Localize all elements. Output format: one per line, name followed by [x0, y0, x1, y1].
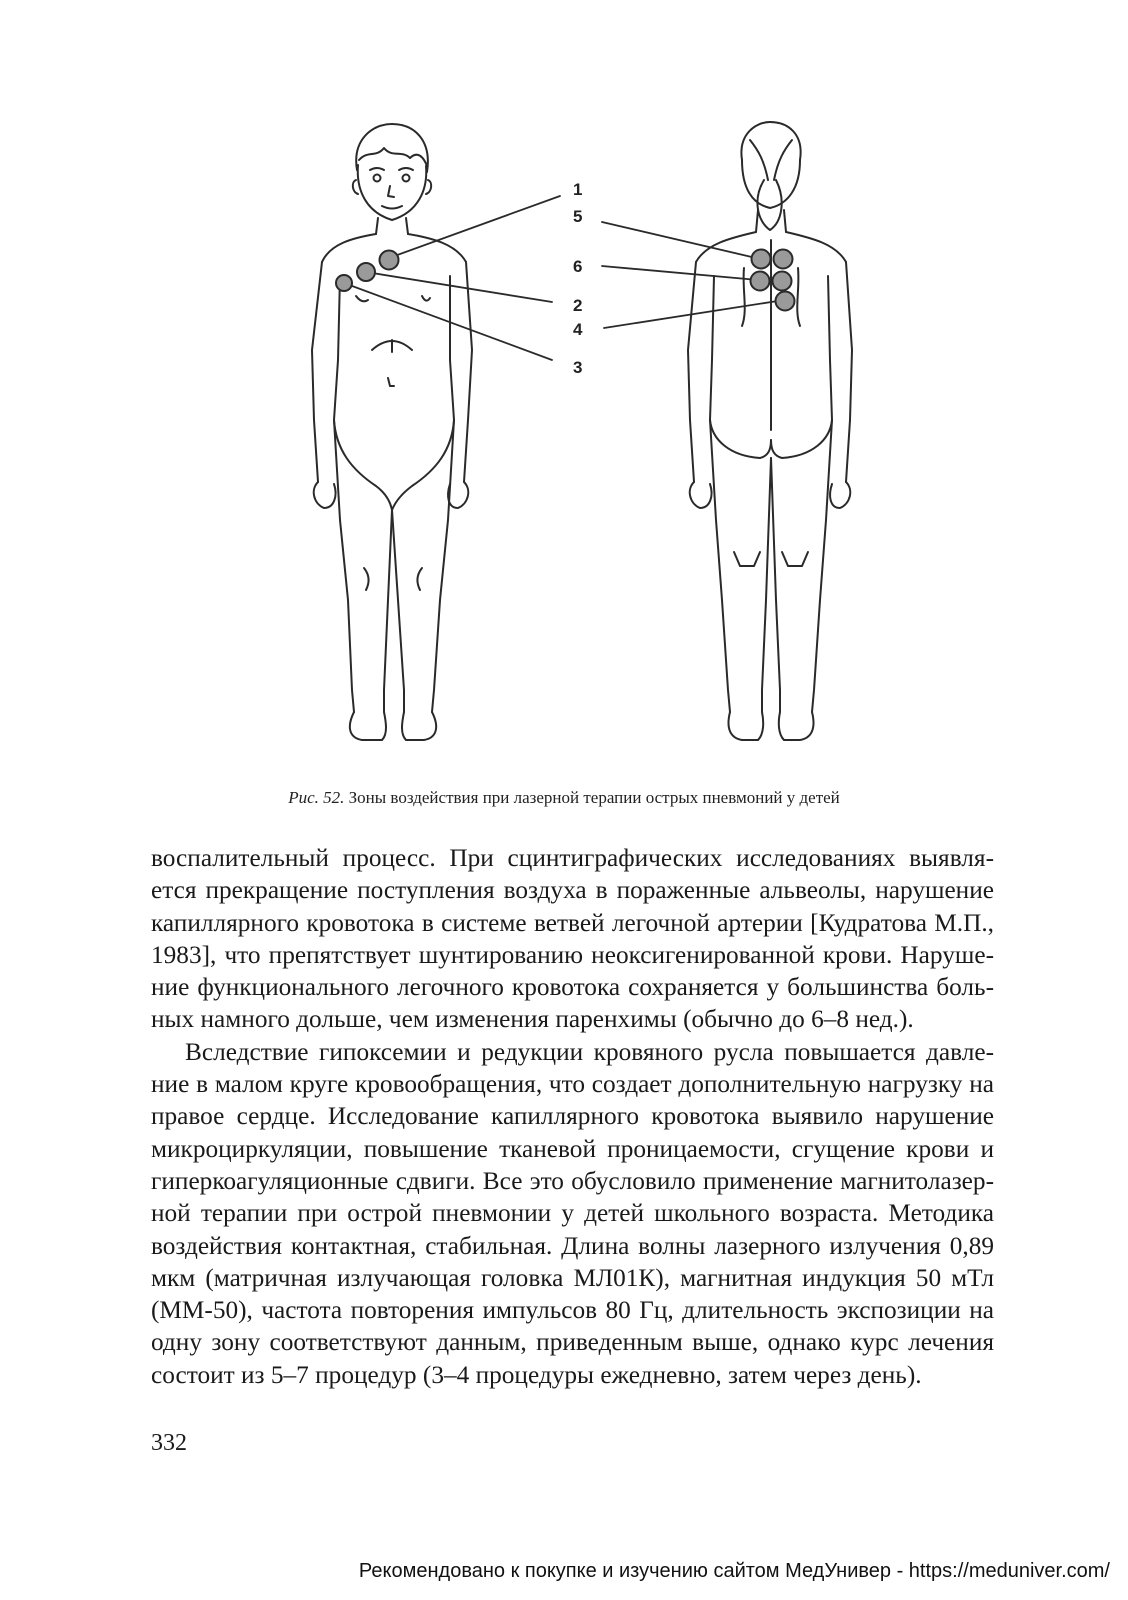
figure-caption-text: Зоны воздействия при лазерной терапии острых пневмоний у детей: [344, 788, 840, 807]
footer-recommendation: Рекомендовано к покупке и изучению сайтом МедУнивер - https://meduniver.com/: [358, 1560, 1110, 1582]
zone-1-marker: [380, 251, 399, 270]
zone-5-marker-left: [752, 250, 771, 269]
zone-4-marker: [776, 292, 795, 311]
zone-2-marker: [357, 263, 375, 281]
body-paragraph-2: Вследствие гипоксемии и редукции кровяного русла повышается давление в малом круге кровообращения, что создает дополнительную нагрузку на правое сердце. Исследование капиллярного кровотока выявило нарушение микроциркуляции, повышение тканевой проницаемости, сгущение крови и гиперкоагуляционные сдвиги. Все это обусловило применение магнитолазерной терапии при острой пневмонии у детей школьного возраста. Методика воздействия контактная, стабильная. Длина волны лазерного излучения 0,89 мкм (матричная излучающая головка МЛ01К), магнитная индукция 50 мТл (ММ-50), частота повторения импульсов 80 Гц, длительность экспозиции на одну зону соответствуют данным, приведенным выше, однако курс лечения состоит из 5–7 процедур (3–4 процедуры ежедневно, затем через день).: [151, 1037, 994, 1389]
body-paragraph-1: воспалительный процесс. При сцинтиграфических исследованиях выявляется прекращение поступления воздуха в пораженные альвеолы, нарушение капиллярного кровотока в системе ветвей легочной артерии [Кудратова М.П., 1983], что препятствует шунтированию неоксигенированной крови. Нарушение функционального легочного кровотока сохраняется у большинства больных намного дольше, чем изменения паренхимы (обычно до 6–8 нед.).: [151, 844, 994, 1034]
callout-label-5: 5: [573, 207, 583, 226]
front-figure: [312, 124, 472, 740]
zone-markers: [336, 250, 795, 311]
zone-5-marker-right: [774, 250, 793, 269]
body-outline-illustration: [0, 0, 1128, 790]
back-figure: [688, 122, 852, 740]
figure-caption: [0, 788, 1128, 808]
figure-body-zones: [0, 0, 1128, 790]
callout-label-3: 3: [573, 358, 583, 377]
body-text: [151, 842, 994, 1391]
figure-caption-label: Рис. 52.: [288, 788, 345, 807]
callout-label-1: 1: [573, 180, 583, 199]
page-number: 332: [151, 1430, 187, 1456]
callout-label-4: 4: [573, 320, 583, 339]
zone-6-marker-left: [751, 272, 770, 291]
callout-lines: [344, 196, 784, 360]
zone-3-marker: [336, 275, 352, 291]
callout-label-2: 2: [573, 296, 583, 315]
callout-label-6: 6: [573, 257, 583, 276]
zone-6-marker-right: [773, 272, 792, 291]
